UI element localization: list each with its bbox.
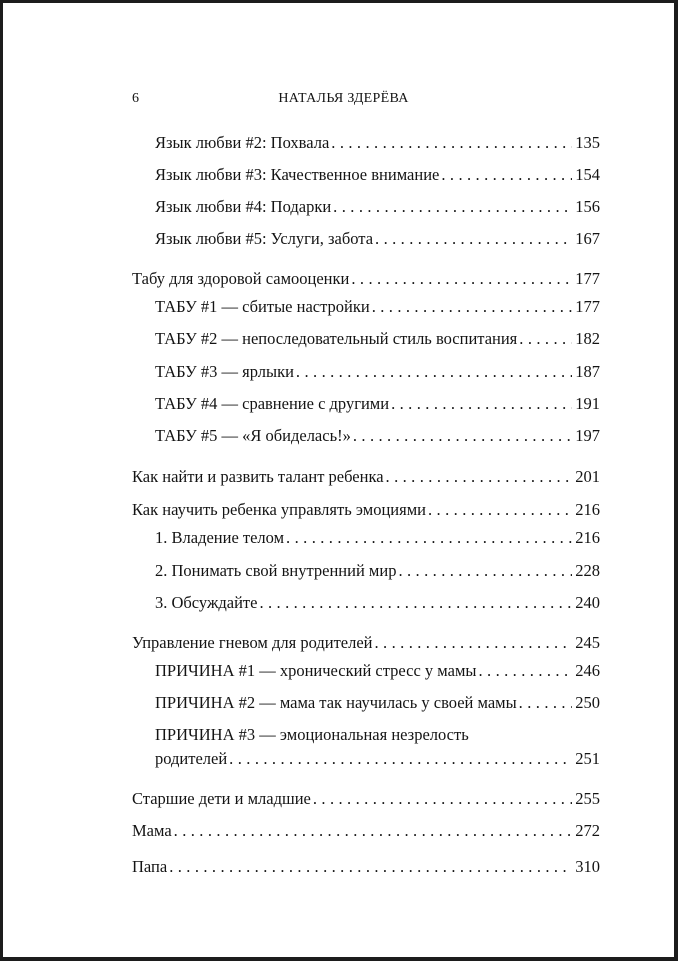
running-head <box>3 91 674 111</box>
toc-entry[interactable] <box>132 855 600 879</box>
toc-entry-title: Язык любви #3: Качественное внимание <box>155 165 440 184</box>
toc-entry[interactable] <box>132 819 600 843</box>
toc-entry[interactable] <box>132 465 600 489</box>
toc-entry-title: ПРИЧИНА #1 — хронический стресс у мамы <box>155 661 477 680</box>
dot-leader <box>174 819 573 843</box>
toc-entry[interactable] <box>132 787 600 811</box>
toc-entry-page: 272 <box>575 821 600 840</box>
toc-entry[interactable] <box>155 327 600 351</box>
toc-entry-page: 197 <box>575 426 600 445</box>
toc-entry-title: Мама <box>132 821 172 840</box>
dot-leader <box>296 360 572 384</box>
dot-leader <box>428 498 572 522</box>
toc-entry-title: ТАБУ #3 — ярлыки <box>155 362 294 381</box>
toc-entry-page: 255 <box>575 789 600 808</box>
dot-leader <box>375 631 573 655</box>
toc-entry[interactable] <box>155 392 600 416</box>
toc-entry-page: 167 <box>575 229 600 248</box>
toc-entry-title: Язык любви #5: Услуги, забота <box>155 229 374 248</box>
toc-entry-title: 3. Обсуждайте <box>155 593 258 612</box>
dot-leader <box>333 195 572 219</box>
toc-entry[interactable] <box>155 295 600 319</box>
toc-entry-page: 246 <box>575 661 600 680</box>
toc-entry[interactable] <box>155 691 600 715</box>
dot-leader <box>391 392 572 416</box>
toc-entry-page: 245 <box>575 633 600 652</box>
toc-entry-title: Как научить ребенка управлять эмоциями <box>132 500 426 519</box>
dot-leader <box>169 855 572 879</box>
dot-leader <box>375 227 572 251</box>
dot-leader <box>398 559 572 583</box>
dot-leader <box>259 591 572 615</box>
toc-entry-title: 1. Владение телом <box>155 528 285 547</box>
toc-entry[interactable] <box>155 227 600 251</box>
toc-entry-page: 187 <box>575 362 600 381</box>
dot-leader <box>478 659 572 683</box>
toc-entry-title: Как найти и развить талант ребенка <box>132 467 384 486</box>
toc-entry-title: ТАБУ #4 — сравнение с другими <box>155 394 390 413</box>
toc-entry-page: 240 <box>575 593 600 612</box>
toc-entry-title: ТАБУ #5 — «Я обиделась!» <box>155 426 351 445</box>
toc-entry-page: 310 <box>575 857 600 876</box>
dot-leader <box>286 526 572 550</box>
toc-entry-page: 201 <box>575 467 600 486</box>
dot-leader <box>386 465 573 489</box>
dot-leader <box>353 424 572 448</box>
toc-entry[interactable] <box>155 195 600 219</box>
toc-entry-title: Язык любви #2: Похвала <box>155 133 330 152</box>
toc-entry-title: Язык любви #4: Подарки <box>155 197 332 216</box>
toc-entry[interactable] <box>132 498 600 522</box>
running-title: НАТАЛЬЯ ЗДЕРЁВА <box>278 91 409 106</box>
toc-entry-title: Табу для здоровой самооценки <box>132 269 350 288</box>
toc-entry-page: 177 <box>575 297 600 316</box>
toc-entry-title: Папа <box>132 857 168 876</box>
toc-entry[interactable] <box>155 163 600 187</box>
dot-leader <box>441 163 572 187</box>
toc-entry[interactable] <box>155 526 600 550</box>
dot-leader <box>372 295 573 319</box>
dot-leader <box>313 787 572 811</box>
toc-entry[interactable] <box>132 267 600 291</box>
toc-entry-title: ТАБУ #2 — непоследовательный стиль воспитания <box>155 329 518 348</box>
toc-entry-title: ПРИЧИНА #2 — мама так научилась у своей мамы <box>155 693 517 712</box>
toc-entry-page: 250 <box>575 693 600 712</box>
toc-entry-page: 182 <box>575 329 600 348</box>
toc-entry-title: 2. Понимать свой внутренний мир <box>155 561 397 580</box>
toc-entry-page: 216 <box>575 500 600 519</box>
toc-entry-title: родителей <box>155 749 228 768</box>
toc-entry-title-line1[interactable]: ПРИЧИНА #3 — эмоциональная незрелость <box>155 725 469 744</box>
toc-entry[interactable] <box>155 559 600 583</box>
toc-entry[interactable] <box>155 591 600 615</box>
page-number: 6 <box>132 91 140 106</box>
toc-entry-page: 156 <box>575 197 600 216</box>
toc-entry[interactable] <box>132 631 600 655</box>
toc-entry-page: 135 <box>575 133 600 152</box>
toc-entry[interactable] <box>155 424 600 448</box>
dot-leader <box>229 747 572 771</box>
toc-entry[interactable] <box>155 659 600 683</box>
toc-entry[interactable] <box>155 747 600 771</box>
toc-entry-title: Управление гневом для родителей <box>132 633 373 652</box>
toc-entry-page: 216 <box>575 528 600 547</box>
toc-entry-page: 177 <box>575 269 600 288</box>
toc-entry-page: 191 <box>575 394 600 413</box>
dot-leader <box>331 131 572 155</box>
toc-entry-title: Старшие дети и младшие <box>132 789 311 808</box>
toc-entry-page: 228 <box>575 561 600 580</box>
toc-entry-title: ТАБУ #1 — сбитые настройки <box>155 297 370 316</box>
toc-entry-page: 251 <box>575 749 600 768</box>
dot-leader <box>351 267 572 291</box>
dot-leader <box>519 691 573 715</box>
toc-entry[interactable] <box>155 131 600 155</box>
toc-entry-page: 154 <box>575 165 600 184</box>
toc-entry[interactable] <box>155 360 600 384</box>
dot-leader <box>519 327 572 351</box>
